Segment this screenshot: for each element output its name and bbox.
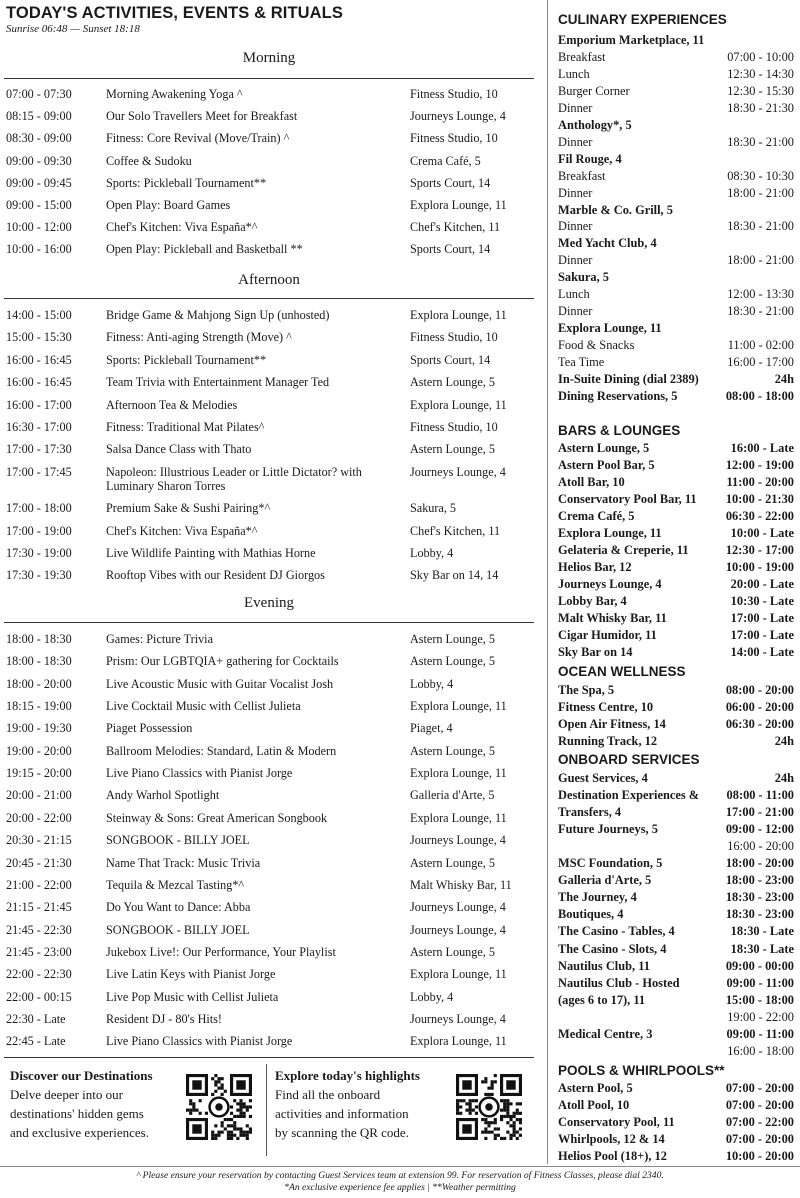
venue-hours: 12:30 - 17:00 [725, 543, 794, 557]
venue-name: Dinner [558, 219, 593, 234]
venue-hours: 17:00 - Late [730, 628, 794, 642]
event-location: Astern Lounge, 5 [410, 743, 495, 758]
venue-hours: 18:30 - 21:00 [727, 219, 794, 234]
venue-name: The Casino - Slots, 4 [558, 941, 667, 956]
venue-hours: 12:30 - 14:30 [727, 66, 794, 81]
event-name: Do You Want to Dance: Abba [106, 900, 251, 915]
venue-hours: 16:00 - 20:00 [727, 839, 794, 854]
venue-hours: 20:00 - Late [730, 577, 794, 591]
event-location: Lobby, 4 [410, 546, 454, 560]
venue-hours: 07:00 - 22:00 [725, 1115, 794, 1130]
venue-hours: 24h [774, 734, 794, 749]
divider [266, 1064, 267, 1156]
event-name: Chef's Kitchen: Viva España*^ [106, 523, 258, 538]
event-name: Live Piano Classics with Pianist Jorge [106, 766, 293, 781]
venue-name: Dining Reservations, 5 [558, 388, 678, 403]
event-name: Open Play: Board Games [106, 198, 231, 212]
venue-name: Sakura, 5 [558, 270, 609, 285]
event-name: Live Pop Music with Cellist Julieta [106, 989, 279, 1004]
event-time: 14:00 - 15:00 [6, 308, 72, 322]
event-location: Fitness Studio, 10 [410, 87, 498, 101]
venue-hours: 16:00 - 18:00 [727, 1043, 794, 1058]
event-name: Our Solo Travellers Meet for Breakfast [106, 109, 298, 124]
event-name: Ballroom Melodies: Standard, Latin & Modern [106, 743, 337, 758]
venue-name: Dinner [558, 100, 593, 115]
venue-name: Destination Experiences & [558, 788, 700, 803]
venue-name: Burger Corner [558, 83, 630, 98]
venue-name: Food & Snacks [558, 338, 635, 353]
event-time: 22:30 - Late [6, 1011, 66, 1026]
sunrise-sunset: Sunrise 06:48 — Sunset 18:18 [6, 23, 140, 35]
event-name: SONGBOOK - BILLY JOEL [106, 833, 250, 848]
event-time: 08:30 - 09:00 [6, 131, 72, 146]
event-name: Bridge Game & Mahjong Sign Up (unhosted) [106, 308, 330, 322]
event-time: 08:15 - 09:00 [6, 109, 72, 124]
venue-name: Helios Bar, 12 [558, 560, 632, 574]
event-location: Explora Lounge, 11 [410, 1034, 507, 1049]
event-location: Journeys Lounge, 4 [410, 833, 506, 848]
event-time: 10:00 - 16:00 [6, 242, 72, 257]
event-location: Sports Court, 14 [410, 352, 491, 367]
venue-name: Astern Pool Bar, 5 [558, 458, 655, 472]
venue-name: Nautilus Club, 11 [558, 958, 650, 973]
venue-hours: 14:00 - Late [730, 645, 794, 659]
venue-hours: 12:30 - 15:30 [727, 83, 794, 98]
venue-hours: 09:00 - 12:00 [725, 822, 794, 837]
event-location: Journeys Lounge, 4 [410, 1011, 506, 1026]
event-name: Live Latin Keys with Pianist Jorge [106, 967, 276, 982]
event-location: Fitness Studio, 10 [410, 420, 498, 434]
event-time: 21:15 - 21:45 [6, 900, 72, 915]
sidebar-heading: BARS & LOUNGES [558, 423, 681, 438]
event-name: Name That Track: Music Trivia [106, 855, 261, 870]
venue-name: Boutiques, 4 [558, 907, 624, 922]
venue-hours: 19:00 - 22:00 [727, 1009, 794, 1024]
event-name: Jukebox Live!: Our Performance, Your Playlist [106, 944, 336, 959]
venue-hours: 09:00 - 11:00 [726, 1026, 794, 1041]
event-time: 16:00 - 16:45 [6, 375, 72, 390]
event-time: 18:00 - 18:30 [6, 632, 72, 646]
venue-hours: 10:00 - Late [730, 526, 794, 540]
venue-hours: 18:30 - 21:00 [727, 134, 794, 149]
venue-name: Breakfast [558, 49, 606, 64]
event-location: Explora Lounge, 11 [410, 810, 507, 825]
event-time: 17:30 - 19:30 [6, 568, 72, 583]
event-time: 09:00 - 15:00 [6, 198, 72, 212]
venue-name: Astern Lounge, 5 [558, 441, 650, 455]
divider [4, 1057, 534, 1058]
venue-name: Galleria d'Arte, 5 [558, 873, 652, 888]
event-time: 17:00 - 19:00 [6, 523, 72, 538]
venue-hours: 08:00 - 18:00 [725, 388, 794, 403]
promo-line: activities and information [275, 1106, 409, 1121]
sidebar-heading: POOLS & WHIRLPOOLS** [558, 1063, 725, 1078]
event-name: Resident DJ - 80's Hits! [106, 1011, 222, 1026]
event-location: Journeys Lounge, 4 [410, 900, 506, 915]
venue-hours: 16:00 - Late [730, 441, 794, 455]
venue-name: Running Track, 12 [558, 734, 658, 749]
venue-hours: 07:00 - 20:00 [725, 1132, 794, 1147]
venue-hours: 08:30 - 10:30 [727, 168, 794, 183]
event-time: 18:00 - 18:30 [6, 654, 72, 669]
venue-name: Atoll Pool, 10 [558, 1098, 630, 1113]
event-location: Explora Lounge, 11 [410, 967, 507, 982]
venue-name: Cigar Humidor, 11 [558, 628, 657, 642]
event-name: Napoleon: Illustrious Leader or Little Dictator? with Luminary Sharon Torres [106, 464, 362, 493]
venue-hours: 08:00 - 20:00 [725, 683, 794, 697]
event-time: 21:00 - 22:00 [6, 877, 72, 892]
event-time: 18:00 - 20:00 [6, 676, 72, 691]
venue-name: Whirlpools, 12 & 14 [558, 1132, 665, 1147]
venue-hours: 18:30 - 21:30 [727, 100, 794, 115]
venue-name: Atoll Bar, 10 [558, 475, 625, 489]
venue-name: Sky Bar on 14 [558, 645, 633, 659]
venue-hours: 10:00 - 20:00 [725, 1149, 794, 1164]
promo-highlights [275, 1066, 420, 1142]
venue-name: Lobby Bar, 4 [558, 594, 627, 608]
venue-hours: 18:00 - 21:00 [727, 253, 794, 268]
event-location: Chef's Kitchen, 11 [410, 523, 501, 538]
event-time: 21:45 - 22:30 [6, 922, 72, 937]
promo-line: by scanning the QR code. [275, 1125, 409, 1140]
sidebar-heading: ONBOARD SERVICES [558, 752, 700, 767]
venue-hours: 07:00 - 10:00 [727, 49, 794, 64]
event-location: Fitness Studio, 10 [410, 330, 498, 345]
venue-name: Dinner [558, 134, 593, 149]
venue-hours: 10:00 - 19:00 [725, 560, 794, 574]
venue-name: Anthology*, 5 [558, 117, 632, 132]
event-name: Morning Awakening Yoga ^ [106, 87, 243, 101]
venue-name: Dinner [558, 304, 593, 319]
venue-hours: 08:00 - 11:00 [726, 788, 794, 803]
event-location: Astern Lounge, 5 [410, 632, 495, 646]
event-location: Sakura, 5 [410, 501, 457, 516]
event-name: Team Trivia with Entertainment Manager Ted [106, 375, 330, 390]
event-name: Andy Warhol Spotlight [106, 788, 220, 803]
event-location: Astern Lounge, 5 [410, 944, 495, 959]
promo-line: and exclusive experiences. [10, 1125, 149, 1140]
venue-name: Nautilus Club - Hosted [558, 975, 680, 990]
venue-hours: 17:00 - Late [730, 611, 794, 625]
event-time: 17:00 - 18:00 [6, 501, 72, 516]
venue-name: In-Suite Dining (dial 2389) [558, 372, 699, 386]
event-location: Chef's Kitchen, 11 [410, 220, 501, 235]
event-time: 09:00 - 09:45 [6, 175, 72, 190]
event-time: 17:30 - 19:00 [6, 546, 72, 560]
venue-name: Malt Whisky Bar, 11 [558, 611, 667, 625]
venue-name: Lunch [558, 287, 590, 302]
section-heading-evening: Evening [244, 595, 294, 611]
qr-code-icon[interactable] [456, 1074, 522, 1140]
event-name: Live Wildlife Painting with Mathias Horne [106, 546, 316, 560]
event-location: Galleria d'Arte, 5 [410, 788, 495, 803]
event-name: Sports: Pickleball Tournament** [106, 175, 267, 190]
event-location: Sky Bar on 14, 14 [410, 568, 499, 583]
event-name: Live Acoustic Music with Guitar Vocalist Josh [106, 676, 334, 691]
sidebar-heading: OCEAN WELLNESS [558, 664, 686, 679]
event-location: Lobby, 4 [410, 989, 454, 1004]
venue-hours: 12:00 - 19:00 [725, 458, 794, 472]
venue-name: Marble & Co. Grill, 5 [558, 202, 673, 217]
venue-name: Fil Rouge, 4 [558, 151, 622, 166]
event-name: Games: Picture Trivia [106, 632, 213, 646]
event-location: Sports Court, 14 [410, 242, 491, 257]
venue-hours: 18:00 - 23:00 [725, 873, 794, 888]
venue-name: Dinner [558, 253, 593, 268]
venue-hours: 07:00 - 20:00 [725, 1098, 794, 1113]
event-location: Explora Lounge, 11 [410, 198, 507, 212]
sidebar-heading: CULINARY EXPERIENCES [558, 12, 727, 27]
section-heading-morning: Morning [242, 50, 296, 66]
event-time: 17:00 - 17:45 [6, 464, 72, 479]
event-name: Fitness: Traditional Mat Pilates^ [106, 420, 265, 434]
event-time: 09:00 - 09:30 [6, 153, 72, 168]
footer-line: *An exclusive experience fee applies | **Weather permitting [284, 1182, 516, 1193]
venue-hours: 18:00 - 20:00 [725, 856, 794, 871]
promo-line: Delve deeper into our [10, 1087, 123, 1102]
event-time: 22:45 - Late [6, 1034, 66, 1049]
event-name: Afternoon Tea & Melodies [106, 397, 238, 412]
venue-name: Guest Services, 4 [558, 771, 648, 785]
event-time: 07:00 - 07:30 [6, 87, 72, 101]
venue-hours: 18:30 - 23:00 [725, 907, 794, 922]
event-time: 22:00 - 00:15 [6, 989, 72, 1004]
event-location: Astern Lounge, 5 [410, 654, 495, 669]
event-location: Explora Lounge, 11 [410, 308, 507, 322]
venue-name: Med Yacht Club, 4 [558, 236, 657, 251]
event-name: SONGBOOK - BILLY JOEL [106, 922, 250, 937]
event-time: 22:00 - 22:30 [6, 967, 72, 982]
event-location: Astern Lounge, 5 [410, 855, 495, 870]
event-location: Journeys Lounge, 4 [410, 922, 506, 937]
venue-name: Emporium Marketplace, 11 [558, 33, 705, 47]
footer-notes [0, 1166, 800, 1194]
venue-name: Conservatory Pool Bar, 11 [558, 492, 697, 506]
venue-name: Breakfast [558, 168, 606, 183]
venue-hours: 24h [774, 771, 794, 785]
venue-hours: 18:30 - Late [730, 941, 794, 956]
event-location: Sports Court, 14 [410, 175, 491, 190]
venue-hours: 12:00 - 13:30 [727, 287, 794, 302]
venue-hours: 07:00 - 20:00 [725, 1081, 794, 1095]
event-time: 20:00 - 21:00 [6, 788, 72, 803]
venue-name: Conservatory Pool, 11 [558, 1115, 675, 1130]
venue-name: Fitness Centre, 10 [558, 700, 654, 715]
section-heading-afternoon: Afternoon [238, 272, 300, 288]
event-location: Crema Café, 5 [410, 153, 481, 168]
venue-name: Explora Lounge, 11 [558, 526, 662, 540]
venue-hours: 18:30 - 21:00 [727, 304, 794, 319]
venue-hours: 18:00 - 21:00 [727, 185, 794, 200]
divider [4, 78, 534, 79]
event-location: Astern Lounge, 5 [410, 375, 495, 390]
event-name: Fitness: Core Revival (Move/Train) ^ [106, 131, 290, 146]
event-time: 10:00 - 12:00 [6, 220, 72, 235]
event-location: Fitness Studio, 10 [410, 131, 498, 146]
event-time: 20:45 - 21:30 [6, 855, 72, 870]
venue-name: The Spa, 5 [558, 683, 615, 697]
venue-name: The Casino - Tables, 4 [558, 924, 675, 939]
event-time: 16:00 - 16:45 [6, 352, 72, 367]
event-name: Chef's Kitchen: Viva España*^ [106, 220, 258, 235]
footer-line: ^ Please ensure your reservation by contacting Guest Services team at extension 99. For reservation of Fitness Classes, please dial 2340. [136, 1170, 664, 1181]
venue-hours: 18:30 - 23:00 [725, 890, 794, 905]
qr-code-icon[interactable] [186, 1074, 252, 1140]
venue-name: Medical Centre, 3 [558, 1026, 653, 1041]
venue-name: Gelateria & Creperie, 11 [558, 543, 689, 557]
event-location: Astern Lounge, 5 [410, 442, 495, 457]
venue-name: Tea Time [558, 355, 605, 370]
venue-hours: 06:00 - 20:00 [725, 700, 794, 715]
event-name: Coffee & Sudoku [106, 153, 192, 168]
event-name: Premium Sake & Sushi Pairing*^ [106, 501, 271, 516]
venue-hours: 10:00 - 21:30 [725, 492, 794, 506]
venue-name: Future Journeys, 5 [558, 822, 658, 837]
event-time: 20:00 - 22:00 [6, 810, 72, 825]
venue-name: Crema Café, 5 [558, 509, 635, 523]
venue-name: Explora Lounge, 11 [558, 321, 662, 336]
venue-hours: 06:30 - 22:00 [725, 509, 794, 523]
venue-hours: 17:00 - 21:00 [725, 805, 794, 820]
event-name: Prism: Our LGBTQIA+ gathering for Cocktails [106, 654, 339, 669]
venue-name: The Journey, 4 [558, 890, 637, 905]
promo-line: destinations' hidden gems [10, 1106, 144, 1121]
event-time: 21:45 - 23:00 [6, 944, 72, 959]
event-location: Journeys Lounge, 4 [410, 109, 506, 124]
event-time: 19:00 - 19:30 [6, 721, 72, 736]
event-location: Piaget, 4 [410, 721, 453, 736]
event-name: Piaget Possession [106, 721, 193, 736]
event-time: 16:30 - 17:00 [6, 420, 72, 434]
event-time: 15:00 - 15:30 [6, 330, 72, 345]
event-time: 16:00 - 17:00 [6, 397, 72, 412]
promo-line: Find all the onboard [275, 1087, 381, 1102]
venue-hours: 09:00 - 11:00 [726, 975, 794, 990]
event-time: 19:15 - 20:00 [6, 766, 72, 781]
venue-hours: 09:00 - 00:00 [725, 958, 794, 973]
venue-name: Journeys Lounge, 4 [558, 577, 662, 591]
venue-hours: 06:30 - 20:00 [725, 717, 794, 732]
venue-name: (ages 6 to 17), 11 [558, 992, 646, 1007]
venue-name: Transfers, 4 [558, 805, 622, 820]
divider [4, 622, 534, 623]
event-name: Tequila & Mezcal Tasting*^ [106, 877, 245, 892]
event-name: Live Cocktail Music with Cellist Julieta [106, 699, 301, 714]
venue-hours: 11:00 - 02:00 [727, 338, 794, 353]
services-sidebar [547, 0, 800, 1164]
event-location: Malt Whisky Bar, 11 [410, 877, 512, 892]
event-time: 20:30 - 21:15 [6, 833, 72, 848]
event-time: 17:00 - 17:30 [6, 442, 72, 457]
event-name: Fitness: Anti-aging Strength (Move) ^ [106, 330, 292, 345]
venue-hours: 16:00 - 17:00 [727, 355, 794, 370]
event-name: Live Piano Classics with Pianist Jorge [106, 1034, 293, 1049]
event-name: Open Play: Pickleball and Basketball ** [106, 242, 303, 257]
venue-name: Dinner [558, 185, 593, 200]
promo-heading: Explore today's highlights [275, 1068, 420, 1083]
event-location: Explora Lounge, 11 [410, 699, 507, 714]
venue-hours: 11:00 - 20:00 [726, 475, 794, 489]
event-name: Rooftop Vibes with our Resident DJ Giorgos [106, 568, 325, 583]
venue-name: Lunch [558, 66, 590, 81]
event-location: Explora Lounge, 11 [410, 397, 507, 412]
venue-name: Open Air Fitness, 14 [558, 717, 666, 732]
event-location: Explora Lounge, 11 [410, 766, 507, 781]
page-title: TODAY'S ACTIVITIES, EVENTS & RITUALS [6, 4, 343, 22]
event-time: 19:00 - 20:00 [6, 743, 72, 758]
event-name: Steinway & Sons: Great American Songbook [106, 810, 328, 825]
venue-hours: 24h [774, 372, 794, 386]
venue-hours: 10:30 - Late [730, 594, 794, 608]
venue-hours: 18:30 - Late [730, 924, 794, 939]
event-time: 18:15 - 19:00 [6, 699, 72, 714]
event-location: Lobby, 4 [410, 676, 454, 691]
divider [4, 298, 534, 299]
venue-hours: 15:00 - 18:00 [725, 992, 794, 1007]
event-location: Journeys Lounge, 4 [410, 464, 506, 479]
event-name: Salsa Dance Class with Thato [106, 442, 252, 457]
promo-destinations [10, 1066, 153, 1142]
venue-name: MSC Foundation, 5 [558, 856, 663, 871]
venue-name: Helios Pool (18+), 12 [558, 1149, 667, 1164]
event-name: Sports: Pickleball Tournament** [106, 352, 267, 367]
promo-heading: Discover our Destinations [10, 1068, 153, 1083]
venue-name: Astern Pool, 5 [558, 1081, 633, 1095]
